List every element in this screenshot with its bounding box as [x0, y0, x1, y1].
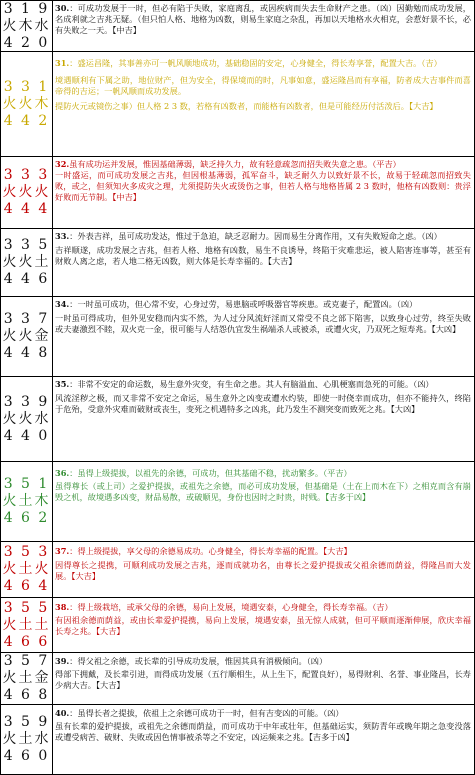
cell-bottom: 4 4 8 — [3, 345, 50, 361]
entry-text: ：得上级提拔，享父母的余德易成功。心身健全，得长寿幸福的配置。【大吉】 — [69, 546, 352, 556]
entry-number: 34. — [55, 299, 70, 309]
entry-number: 37. — [55, 546, 70, 556]
cell-top: 3 3 7 — [3, 311, 50, 327]
cell-bottom: 4 4 6 — [3, 271, 50, 287]
entry-text: 境遇顺利有下属之助，地位财产，但为安全，得保境而的时，凡事如意，盛运隆昌而有享福，防者成大吉事件而喜帝得的吉运；一帆风顺而成功发展。 — [55, 75, 471, 97]
cell-middle: 火木水 — [2, 17, 51, 34]
number-cell — [1, 377, 53, 461]
entry-text: 虽有成功运并发展，惟因基础薄弱，缺乏持久力，故有轻意疏忽而招失败失意之患。（平吉） — [69, 159, 401, 169]
cell-top: 3 5 3 — [3, 544, 50, 560]
entry-number: 33. — [55, 231, 70, 241]
table-row — [1, 462, 474, 542]
entry-text: ：外表吉祥，虽可成功发达，惟过于急迫，缺乏忍耐力。因而易生分离作用，又有失败短命之虑。（凶） — [69, 231, 442, 241]
entry-text: 虽得尊长（或上司）之爱护提拔，或祖先之余德，而必可成功发展，但基础是（土在上而木在下）之相克而含有崩毁之机，故境遇多凶变，财品易散，或破顺见，身份也因时之时贵，时贱。【吉多于凶】 — [55, 481, 471, 503]
cell-middle: 火土金 — [2, 670, 51, 686]
entry-text: ：虽得上级提拔，以祖先的余德，可成功，但其基础不稳，扰动繁多。（平吉） — [69, 468, 352, 478]
cell-bottom: 4 6 2 — [3, 510, 50, 526]
description-cell — [55, 708, 471, 743]
entry-text: 风流淫秽之极，而又非常不安定之命运，易生意外之凶变或遭水灼装，即使一时侥幸而成功，但亦不能持久，终陷于危殆，受意外灾难而破财或丧生，变死之机遇特多之凶兆，此乃发生不测突变而致死之兆。【大凶】 — [55, 393, 471, 415]
description-cell — [55, 58, 471, 112]
entry-text: 有因祖余德而荫益，或由长辈爱护提携，易向上发展，境遇安泰，虽无惊人成就，但可平顺而逐渐伸展，欣庆幸福长寿之兆。【大吉】 — [55, 615, 471, 637]
entry-text: 一时虽可得成功，但外见安稳而内实不然，为人过分风流好淫而又常受不良之部下陷害，以致身心过劳，终至失败或夫妻激烈不睦，双火克一金，很可能与人结怨仇宜发生祸端杀人或被杀，或遭火灾，乃双死之短寿兆。【大凶】 — [55, 313, 471, 335]
cell-bottom: 4 6 0 — [3, 748, 50, 764]
entry-text: 因得尊长之提携，可顺利成功发展之吉兆，逐而成就功名，由尊长之爱护提拔或父祖余德而荫益，得隆昌而大发展。【大吉】 — [55, 560, 471, 582]
cell-top: 3 3 3 — [3, 167, 50, 183]
description-cell — [55, 656, 471, 691]
number-cell — [1, 542, 53, 597]
entry-text: 虽有长辈的爱护提拔，或祖先之余德而荫益，而可成功于中年或壮年，但基础运实，须防青年或晚年期之急变没落或遭受病苦、破财、失败或因色情事被杀等之不安定，凶运频来之兆。【吉多于凶】 — [55, 721, 471, 743]
cell-bottom: 4 4 2 — [3, 112, 50, 129]
cell-middle: 火火木 — [2, 95, 51, 112]
entry-text: ：得上级栽培，或承父母的余德，易向上发展，境遇安泰，心身健全，得长寿幸福。（吉） — [69, 602, 393, 612]
description-cell — [55, 299, 471, 335]
number-cell — [1, 598, 53, 652]
cell-top: 3 5 5 — [3, 599, 50, 616]
number-cell — [1, 297, 53, 376]
entry-text: ：一时虽可成功，但心常不安，心身过劳，易患脑或呼吸器官等疾患。或克妻子，配置凶。（凶） — [69, 299, 418, 309]
cell-top: 3 3 9 — [3, 393, 50, 410]
table-row — [1, 297, 474, 377]
number-cell — [1, 52, 53, 156]
table-row — [1, 705, 474, 774]
cell-bottom: 4 4 4 — [3, 201, 50, 217]
entry-number: 39. — [55, 656, 70, 666]
entry-number: 38. — [55, 602, 70, 612]
table-row — [1, 598, 474, 653]
cell-top: 3 5 1 — [3, 476, 50, 492]
entry-number: 31. — [55, 58, 70, 68]
entry-text: ：虽得长者之提拔，依祖上之余德可成功于一时，但有吉变凶的可能。（凶） — [69, 708, 344, 718]
entry-number: 32. — [55, 159, 70, 169]
cell-middle: 火火金 — [2, 328, 51, 344]
entry-text: ：得父祖之余德，或长辈的引导成功发展，惟因其具有消极倾向。（凶） — [69, 656, 328, 666]
entry-text: 提防火元或镜伤之事）但人格 2 3 数，若格有凶数者，而能格有凶数者，但是可能经历付活泼后。【大吉】 — [55, 101, 438, 112]
entry-number: 36. — [55, 468, 70, 478]
cell-top: 3 1 9 — [3, 1, 50, 17]
table-row — [1, 52, 474, 157]
cell-middle: 火火土 — [2, 254, 51, 270]
cell-middle: 火土土 — [2, 616, 51, 633]
cell-bottom: 4 2 0 — [3, 34, 50, 51]
entry-number: 40. — [55, 708, 70, 718]
table-row — [1, 542, 474, 598]
cell-middle: 火火水 — [2, 410, 51, 427]
table-row — [1, 653, 474, 705]
number-cell — [1, 705, 53, 774]
cell-top: 3 5 7 — [3, 653, 50, 669]
entry-text: 吉祥顺遂，成功发展之吉兆，但若人格、地格有凶数，易生不良诱导，终陷于灾难悲运，被人陷害连事等，甚至有财败人离之虑，若人地二格无凶数，则大体是长寿幸福的。【大吉】 — [55, 245, 471, 267]
description-cell — [55, 602, 471, 637]
entry-number: 35. — [55, 379, 70, 389]
cell-bottom: 4 6 4 — [3, 578, 50, 594]
cell-bottom: 4 4 0 — [3, 427, 50, 444]
description-cell — [55, 468, 471, 503]
description-cell — [55, 379, 471, 415]
description-cell — [55, 159, 471, 203]
description-cell — [55, 546, 471, 582]
cell-middle: 火土木 — [2, 493, 51, 509]
description-cell — [55, 231, 471, 267]
description-cell — [55, 3, 471, 36]
cell-top: 3 3 5 — [3, 237, 50, 253]
cell-middle: 火火火 — [2, 184, 51, 200]
cell-bottom: 4 6 8 — [3, 687, 50, 703]
number-cell — [1, 157, 53, 228]
number-cell — [1, 462, 53, 541]
entry-text: 得部下拥戴，及长辈引进，而得成功发展（五行顺相生，从上生下，配置良好），易得财利、名誉、事业隆昌，长寿少病大吉。【大吉】 — [55, 669, 471, 691]
table-row — [1, 1, 474, 52]
table-row — [1, 229, 474, 297]
entry-number: 30. — [55, 3, 70, 13]
cell-bottom: 4 6 6 — [3, 633, 50, 650]
entry-text: ：非常不安定的命运数，易生意外灾变，有生命之患。其人有脑溢血、心肌梗塞而急死的可能。（凶） — [69, 379, 434, 389]
table-row — [1, 377, 474, 462]
table-row — [1, 157, 474, 229]
cell-top: 3 3 1 — [3, 78, 50, 95]
cell-middle: 火土水 — [2, 731, 51, 747]
entry-text: ：盛运昌隆，其事善亦可一帆风顺地成功，基础稳固的安定，心身健全，得长寿享誉，配置大吉。（吉） — [69, 58, 442, 68]
number-cell — [1, 229, 53, 296]
entry-text: ：可成功发展于一时，但必有陷于失败，家庭离乱，或因疾病而失去生命财产之患。（凶）因勤勉而成功发展，名成利就之吉兆无疑。（但只怕人格、地格为凶数，则易生家庭之杂乱，再加以天地格水火相克，会惹好景不长，必有失败之一天。【中吉】 — [55, 3, 471, 36]
number-cell — [1, 653, 53, 704]
number-cell — [1, 1, 53, 51]
entry-text: 一时盛运，而可成功发展之吉兆，但因根基薄弱，孤军奋斗，缺乏耐久力以致好景不长，故易于轻疏忽而招致失败，或之，但须知火多成灾之理，尤须提防失火或烫伤之事，但若人格与地格皆属 2 3 数时，他格有凶数则：贵浮好败而无节制。【中吉】 — [55, 170, 471, 203]
cell-middle: 火土火 — [2, 561, 51, 577]
cell-top: 3 5 9 — [3, 714, 50, 730]
